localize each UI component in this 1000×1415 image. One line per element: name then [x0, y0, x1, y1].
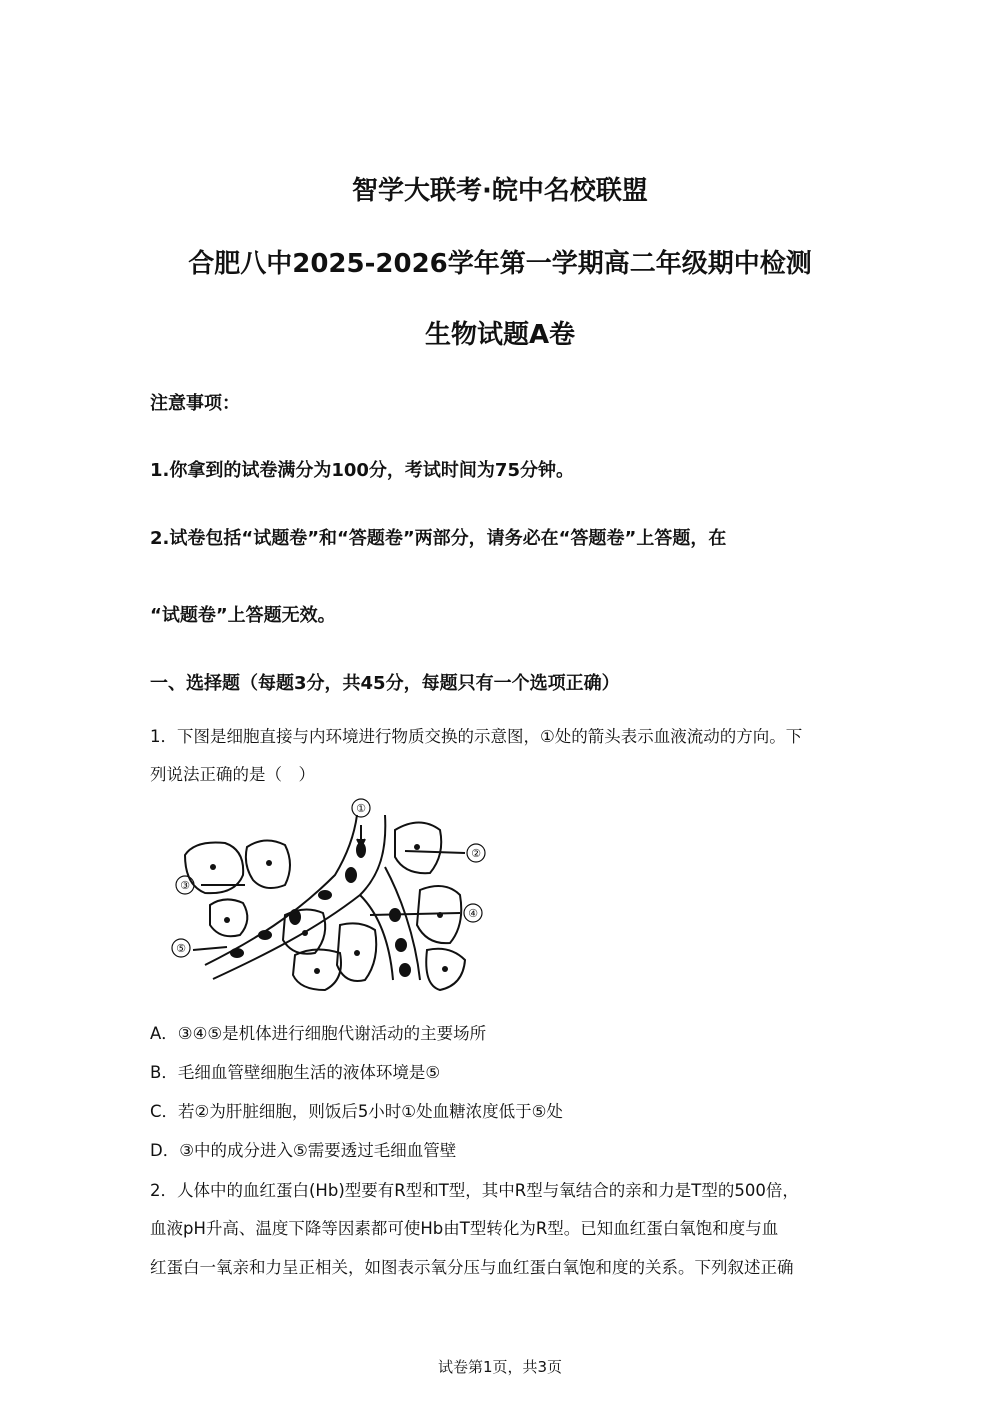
- label-2: ②: [471, 847, 481, 860]
- exam-title: 合肥八中2025-2026学年第一学期高二年级期中检测: [188, 249, 812, 279]
- label-4: ④: [468, 907, 478, 920]
- label-1: ①: [356, 802, 366, 815]
- question-1-stem-line-2: 列说法正确的是（ ）: [150, 765, 315, 784]
- label-3: ③: [180, 879, 190, 892]
- question-2-line-2: 血液pH升高、温度下降等因素都可使Hb由T型转化为R型。已知血红蛋白氧饱和度与血: [150, 1219, 779, 1238]
- question-1-option-c: C．若②为肝脏细胞，则饭后5小时①处血糖浓度低于⑤处: [150, 1102, 563, 1121]
- question-1-stem-line-1: 1．下图是细胞直接与内环境进行物质交换的示意图，①处的箭头表示血液流动的方向。下: [150, 727, 803, 746]
- notice-heading: 注意事项：: [150, 393, 240, 414]
- section-heading: 一、选择题（每题3分，共45分，每题只有一个选项正确）: [150, 673, 620, 694]
- notice-item-2-line-2: “试题卷”上答题无效。: [150, 605, 336, 626]
- label-5: ⑤: [176, 942, 186, 955]
- notice-item-2-line-1: 2.试卷包括“试题卷”和“答题卷”两部分，请务必在“答题卷”上答题，在: [150, 528, 727, 549]
- page-footer: 试卷第1页，共3页: [437, 1358, 563, 1376]
- subject-title: 生物试题A卷: [424, 320, 576, 350]
- question-1-option-d: D．③中的成分进入⑤需要透过毛细血管壁: [150, 1141, 457, 1160]
- cell-exchange-diagram: [165, 795, 495, 995]
- question-1-option-b: B．毛细血管壁细胞生活的液体环境是⑤: [150, 1063, 441, 1082]
- exam-series-title: 智学大联考·皖中名校联盟: [352, 176, 648, 206]
- question-2-line-1: 2．人体中的血红蛋白(Hb)型要有R型和T型，其中R型与氧结合的亲和力是T型的500倍，: [150, 1181, 799, 1200]
- question-2-line-3: 红蛋白一氧亲和力呈正相关，如图表示氧分压与血红蛋白氧饱和度的关系。下列叙述正确: [150, 1258, 794, 1277]
- question-1-option-a: A．③④⑤是机体进行细胞代谢活动的主要场所: [150, 1024, 487, 1043]
- notice-item-1: 1.你拿到的试卷满分为100分，考试时间为75分钟。: [150, 460, 574, 481]
